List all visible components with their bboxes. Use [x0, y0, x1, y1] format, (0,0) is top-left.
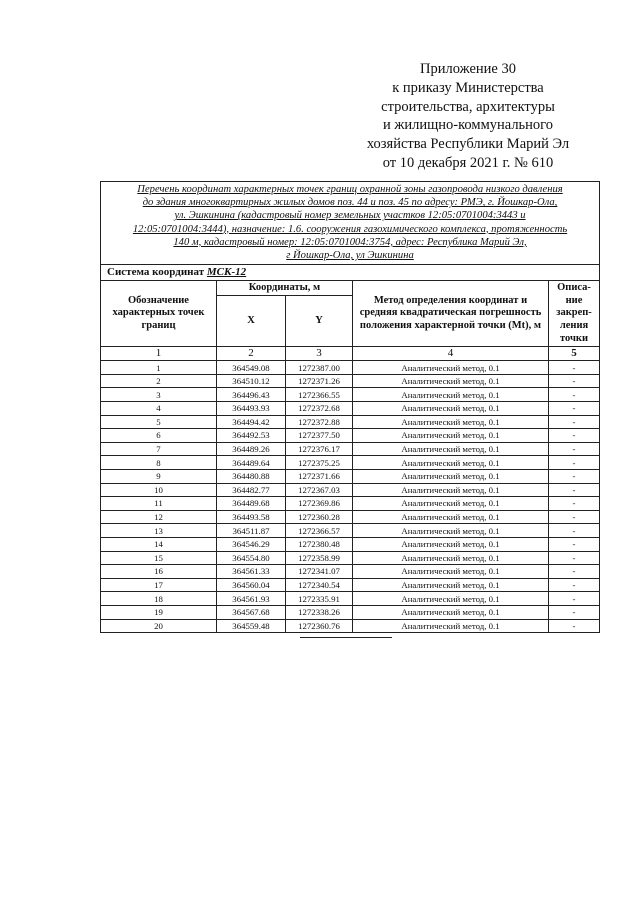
cell-y: 1272338.26 — [286, 605, 353, 619]
cell-method: Аналитический метод, 0.1 — [353, 442, 549, 456]
table-title-line: 12:05:0701004:3444), назначение: 1.6. сооружения газохимического комплекса, протяженность — [132, 223, 568, 235]
cell-method: Аналитический метод, 0.1 — [353, 483, 549, 497]
table-row — [101, 592, 600, 606]
cell-point: 17 — [101, 578, 217, 592]
cell-method: Аналитический метод, 0.1 — [353, 374, 549, 388]
cell-point: 4 — [101, 402, 217, 416]
cell-point: 19 — [101, 605, 217, 619]
cell-point: 16 — [101, 565, 217, 579]
appendix-line: от 10 декабря 2021 г. № 610 — [382, 154, 554, 171]
header-description: Описа-ние закреп-ления точки — [549, 281, 600, 347]
appendix-line: Приложение 30 — [420, 61, 516, 77]
cell-method: Аналитический метод, 0.1 — [353, 497, 549, 511]
cell-method: Аналитический метод, 0.1 — [353, 524, 549, 538]
cell-x: 364510.12 — [217, 374, 286, 388]
cell-method: Аналитический метод, 0.1 — [353, 537, 549, 551]
cell-description: - — [549, 442, 600, 456]
cell-x: 364493.58 — [217, 510, 286, 524]
cell-point: 3 — [101, 388, 217, 402]
cell-point: 1 — [101, 361, 217, 375]
cell-y: 1272369.86 — [286, 497, 353, 511]
table-row — [101, 361, 600, 375]
cell-y: 1272360.76 — [286, 619, 353, 633]
cell-point: 18 — [101, 592, 217, 606]
cell-description: - — [549, 524, 600, 538]
table-row — [101, 578, 600, 592]
cell-y: 1272340.54 — [286, 578, 353, 592]
cell-description: - — [549, 605, 600, 619]
cell-description: - — [549, 388, 600, 402]
cell-method: Аналитический метод, 0.1 — [353, 469, 549, 483]
cell-y: 1272335.91 — [286, 592, 353, 606]
cell-x: 364561.93 — [217, 592, 286, 606]
cell-y: 1272371.66 — [286, 469, 353, 483]
cell-method: Аналитический метод, 0.1 — [353, 551, 549, 565]
cell-y: 1272358.99 — [286, 551, 353, 565]
cell-point: 15 — [101, 551, 217, 565]
table-row — [101, 510, 600, 524]
header-y: Y — [286, 296, 353, 347]
table-row — [101, 429, 600, 443]
cell-method: Аналитический метод, 0.1 — [353, 605, 549, 619]
table-row — [101, 442, 600, 456]
table-row — [101, 551, 600, 565]
cell-description: - — [549, 456, 600, 470]
table-row — [101, 483, 600, 497]
cell-x: 364489.64 — [217, 456, 286, 470]
cell-point: 7 — [101, 442, 217, 456]
cell-point: 2 — [101, 374, 217, 388]
coordinate-system-label: Система координат — [107, 266, 205, 279]
cell-x: 364492.53 — [217, 429, 286, 443]
cell-y: 1272387.00 — [286, 361, 353, 375]
table-row — [101, 374, 600, 388]
cell-description: - — [549, 429, 600, 443]
coordinates-table — [100, 181, 600, 633]
cell-description: - — [549, 361, 600, 375]
table-row — [101, 402, 600, 416]
table-row — [101, 469, 600, 483]
cell-x: 364494.42 — [217, 415, 286, 429]
cell-description: - — [549, 619, 600, 633]
appendix-line: к приказу Министерства — [392, 79, 544, 96]
table-row — [101, 524, 600, 538]
cell-point: 5 — [101, 415, 217, 429]
table-row — [101, 456, 600, 470]
cell-x: 364482.77 — [217, 483, 286, 497]
cell-x: 364561.33 — [217, 565, 286, 579]
appendix-header — [345, 60, 591, 173]
cell-description: - — [549, 374, 600, 388]
cell-point: 12 — [101, 510, 217, 524]
cell-point: 14 — [101, 537, 217, 551]
table-row — [101, 497, 600, 511]
table-row — [101, 605, 600, 619]
column-number: 3 — [286, 347, 353, 361]
cell-y: 1272360.28 — [286, 510, 353, 524]
table-row — [101, 565, 600, 579]
cell-point: 6 — [101, 429, 217, 443]
cell-y: 1272372.68 — [286, 402, 353, 416]
table-row — [101, 415, 600, 429]
cell-method: Аналитический метод, 0.1 — [353, 456, 549, 470]
cell-method: Аналитический метод, 0.1 — [353, 429, 549, 443]
cell-x: 364560.04 — [217, 578, 286, 592]
cell-x: 364546.29 — [217, 537, 286, 551]
cell-method: Аналитический метод, 0.1 — [353, 402, 549, 416]
header-method: Метод определения координат и средняя квадратическая погрешность положения характерной точки (Mt), м — [353, 281, 549, 347]
cell-y: 1272341.07 — [286, 565, 353, 579]
cell-y: 1272366.55 — [286, 388, 353, 402]
appendix-line: хозяйства Республики Марий Эл — [366, 136, 570, 153]
cell-method: Аналитический метод, 0.1 — [353, 388, 549, 402]
cell-x: 364489.26 — [217, 442, 286, 456]
table-title-line: г Йошкар-Ола, ул Эшкинина — [286, 250, 414, 262]
divider-line — [300, 637, 392, 638]
column-number: 5 — [549, 347, 600, 361]
table-title — [101, 182, 600, 265]
cell-method: Аналитический метод, 0.1 — [353, 592, 549, 606]
cell-x: 364480.88 — [217, 469, 286, 483]
coordinate-system — [101, 265, 600, 281]
header-point: Обозначение характерных точек границ — [101, 281, 217, 347]
cell-x: 364554.80 — [217, 551, 286, 565]
cell-method: Аналитический метод, 0.1 — [353, 510, 549, 524]
column-number: 4 — [353, 347, 549, 361]
table-row — [101, 619, 600, 633]
cell-y: 1272376.17 — [286, 442, 353, 456]
cell-method: Аналитический метод, 0.1 — [353, 361, 549, 375]
cell-description: - — [549, 415, 600, 429]
cell-description: - — [549, 469, 600, 483]
cell-description: - — [549, 551, 600, 565]
cell-x: 364493.93 — [217, 402, 286, 416]
table-title-line: ул. Эшкинина (кадастровый номер земельных участков 12:05:0701004:3443 и — [174, 210, 526, 222]
cell-method: Аналитический метод, 0.1 — [353, 565, 549, 579]
cell-x: 364559.48 — [217, 619, 286, 633]
table-row — [101, 388, 600, 402]
cell-method: Аналитический метод, 0.1 — [353, 415, 549, 429]
cell-point: 20 — [101, 619, 217, 633]
cell-description: - — [549, 402, 600, 416]
cell-description: - — [549, 578, 600, 592]
cell-description: - — [549, 565, 600, 579]
column-number: 2 — [217, 347, 286, 361]
appendix-line: строительства, архитектуры — [381, 98, 555, 115]
cell-x: 364567.68 — [217, 605, 286, 619]
header-x: X — [217, 296, 286, 347]
cell-description: - — [549, 483, 600, 497]
cell-description: - — [549, 592, 600, 606]
cell-method: Аналитический метод, 0.1 — [353, 619, 549, 633]
header-coordinates: Координаты, м — [217, 281, 353, 296]
cell-point: 11 — [101, 497, 217, 511]
cell-point: 13 — [101, 524, 217, 538]
cell-y: 1272367.03 — [286, 483, 353, 497]
cell-method: Аналитический метод, 0.1 — [353, 578, 549, 592]
table-row — [101, 537, 600, 551]
cell-description: - — [549, 537, 600, 551]
table-title-line: Перечень координат характерных точек границ охранной зоны газопровода низкого давления — [137, 184, 563, 195]
table-title-line: до здания многоквартирных жилых домов поз. 44 и поз. 45 по адресу: РМЭ, г. Йошкар-Ола, — [142, 197, 558, 209]
cell-description: - — [549, 510, 600, 524]
cell-description: - — [549, 497, 600, 511]
appendix-line: и жилищно-коммунального — [382, 117, 554, 134]
cell-x: 364496.43 — [217, 388, 286, 402]
cell-y: 1272377.50 — [286, 429, 353, 443]
column-number: 1 — [101, 347, 217, 361]
coordinate-system-value: МСК-12 — [206, 266, 247, 279]
cell-point: 10 — [101, 483, 217, 497]
table-title-line: 140 м, кадастровый номер: 12:05:0701004:3754, адрес: Республика Марий Эл, — [173, 236, 527, 248]
cell-point: 9 — [101, 469, 217, 483]
cell-x: 364549.08 — [217, 361, 286, 375]
cell-y: 1272366.57 — [286, 524, 353, 538]
cell-y: 1272372.88 — [286, 415, 353, 429]
cell-point: 8 — [101, 456, 217, 470]
cell-x: 364489.68 — [217, 497, 286, 511]
cell-y: 1272380.48 — [286, 537, 353, 551]
cell-y: 1272371.26 — [286, 374, 353, 388]
cell-y: 1272375.25 — [286, 456, 353, 470]
cell-x: 364511.87 — [217, 524, 286, 538]
